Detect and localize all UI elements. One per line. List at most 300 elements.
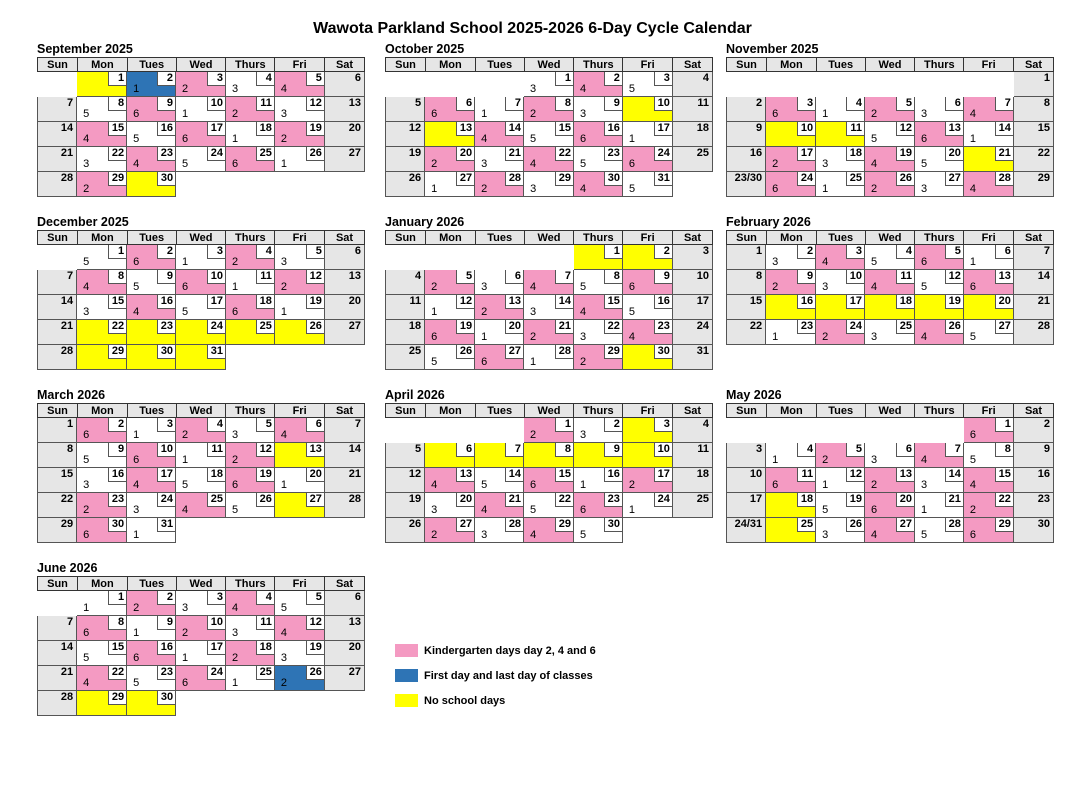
school-day-cell — [425, 345, 475, 370]
week-row — [726, 518, 1054, 543]
school-day-cell — [964, 493, 1014, 518]
date-number: 15 — [607, 295, 620, 307]
date-number: 28 — [508, 172, 522, 184]
school-day-cell — [623, 418, 673, 443]
school-day-cell — [964, 518, 1014, 543]
date-number: 19 — [309, 295, 322, 307]
school-day-cell — [574, 97, 623, 122]
week-row — [726, 245, 1054, 270]
school-day-cell — [226, 591, 275, 616]
school-day-cell — [524, 443, 574, 468]
school-day-cell — [524, 518, 574, 543]
date-box — [256, 493, 274, 507]
date-number: 22 — [111, 147, 125, 159]
month-block — [37, 214, 365, 370]
week-row — [726, 295, 1054, 320]
date-box — [157, 641, 175, 655]
cycle-day-number: 3 — [83, 479, 90, 491]
cycle-day-number: 5 — [628, 183, 636, 195]
school-day-cell — [226, 320, 275, 345]
cycle-day-number: 2 — [431, 158, 438, 170]
week-row — [385, 493, 713, 518]
date-number: 27 — [899, 518, 912, 530]
date-box — [456, 320, 474, 334]
school-day-cell — [766, 320, 816, 345]
date-box — [306, 97, 324, 111]
weekday-label: Mon — [767, 404, 817, 418]
date-box — [207, 97, 225, 111]
school-day-cell — [77, 443, 127, 468]
week-row — [726, 418, 1054, 443]
school-day-cell — [524, 320, 574, 345]
weekday-label: Tues — [817, 231, 866, 245]
empty-day-cell — [766, 72, 816, 97]
empty-day-cell — [623, 518, 673, 543]
week-row — [37, 270, 365, 295]
cycle-day-number: 2 — [969, 504, 977, 516]
week-row — [385, 122, 713, 147]
weekday-label: Mon — [78, 231, 128, 245]
date-number: 22 — [60, 493, 74, 505]
date-number: 5 — [855, 443, 863, 455]
date-number: 30 — [607, 518, 620, 530]
school-day-cell — [915, 295, 964, 320]
date-box — [456, 345, 474, 359]
school-day-cell — [176, 320, 226, 345]
week-row — [385, 468, 713, 493]
school-day-cell — [176, 418, 226, 443]
school-day-cell — [77, 147, 127, 172]
empty-day-cell — [176, 518, 226, 543]
weekend-day-cell — [1014, 295, 1054, 320]
cycle-day-number: 2 — [280, 677, 288, 689]
date-number: 24 — [210, 320, 223, 332]
date-number: 15 — [111, 122, 125, 134]
school-day-cell — [964, 295, 1014, 320]
date-number: 26 — [259, 493, 272, 505]
date-number: 13 — [309, 443, 322, 455]
date-box — [797, 172, 815, 186]
date-number: 23 — [607, 147, 620, 159]
weekday-label: Sun — [727, 58, 767, 72]
cycle-day-number: 2 — [182, 429, 189, 441]
school-day-cell — [77, 493, 127, 518]
weekday-label: Thurs — [574, 404, 623, 418]
date-box — [995, 518, 1013, 532]
date-box — [256, 97, 274, 111]
cycle-day-number: 1 — [280, 479, 288, 491]
date-box — [797, 245, 815, 259]
cycle-day-number: 3 — [182, 602, 189, 614]
cycle-day-number: 3 — [579, 429, 587, 441]
school-day-cell — [275, 418, 325, 443]
school-day-cell — [524, 295, 574, 320]
date-number: 5 — [465, 270, 473, 282]
weekend-day-cell — [385, 97, 425, 122]
school-day-cell — [77, 691, 127, 716]
date-number: 29 — [558, 172, 571, 184]
date-number: 9 — [663, 270, 670, 282]
date-number: 27 — [348, 666, 361, 678]
weekday-label: Fri — [275, 58, 325, 72]
date-box — [306, 641, 324, 655]
date-number: 3 — [806, 97, 814, 109]
date-number: 22 — [749, 320, 763, 332]
school-day-cell — [275, 468, 325, 493]
weekday-label: Thurs — [915, 231, 964, 245]
school-day-cell — [964, 97, 1014, 122]
weekend-day-cell — [1014, 72, 1054, 97]
legend-item — [395, 688, 695, 713]
school-day-cell — [127, 245, 176, 270]
school-day-cell — [475, 345, 524, 370]
date-box — [604, 518, 622, 532]
date-number: 6 — [954, 97, 961, 109]
date-box — [604, 295, 622, 309]
weekday-label: Thurs — [226, 577, 275, 591]
date-number: 19 — [259, 468, 272, 480]
empty-day-cell — [475, 72, 524, 97]
weekend-day-cell — [726, 245, 766, 270]
empty-day-cell — [385, 245, 425, 270]
date-box — [555, 97, 573, 111]
weekend-day-cell — [37, 641, 77, 666]
date-box — [207, 345, 225, 359]
weekend-day-cell — [37, 172, 77, 197]
date-box — [654, 245, 672, 259]
date-box — [896, 147, 914, 161]
date-number: 16 — [160, 295, 174, 307]
school-day-cell — [275, 72, 325, 97]
school-day-cell — [915, 245, 964, 270]
weekday-label: Fri — [623, 404, 673, 418]
date-box — [157, 245, 175, 259]
weekday-label: Wed — [525, 404, 575, 418]
weekend-day-cell — [37, 418, 77, 443]
date-number: 25 — [259, 320, 272, 332]
cycle-day-number: 5 — [969, 454, 977, 466]
weekend-day-cell — [726, 172, 766, 197]
school-day-cell — [425, 320, 475, 345]
weekend-day-cell — [37, 666, 77, 691]
weekday-label: Tues — [128, 231, 177, 245]
date-number: 3 — [855, 245, 863, 257]
cycle-day-number: 4 — [182, 504, 189, 516]
cycle-day-number: 5 — [579, 158, 587, 170]
date-number: 8 — [564, 443, 571, 455]
cycle-day-number: 5 — [83, 454, 90, 466]
school-day-cell — [475, 147, 524, 172]
school-day-cell — [176, 443, 226, 468]
school-day-cell — [176, 295, 226, 320]
school-day-cell — [77, 122, 127, 147]
weekend-day-cell — [673, 97, 713, 122]
date-number: 11 — [260, 616, 272, 628]
month-block — [37, 41, 365, 197]
school-day-cell — [77, 666, 127, 691]
school-day-cell — [623, 443, 673, 468]
weekday-label: Sat — [1014, 404, 1054, 418]
cycle-day-number: 6 — [133, 652, 140, 664]
date-box — [654, 72, 672, 86]
weekday-label: Fri — [275, 404, 325, 418]
date-number: 31 — [160, 518, 174, 530]
school-day-cell — [766, 443, 816, 468]
school-day-cell — [865, 147, 915, 172]
school-day-cell — [865, 122, 915, 147]
date-box — [604, 122, 622, 136]
school-day-cell — [77, 245, 127, 270]
weekday-label: Thurs — [226, 231, 275, 245]
weekend-day-cell — [1014, 418, 1054, 443]
weekday-label: Sat — [673, 58, 713, 72]
school-day-cell — [127, 295, 176, 320]
school-day-cell — [226, 270, 275, 295]
date-number: 2 — [613, 418, 620, 430]
cycle-day-number: 3 — [871, 331, 878, 343]
date-number: 26 — [849, 518, 863, 530]
date-box — [654, 468, 672, 482]
school-day-cell — [226, 616, 275, 641]
school-day-cell — [574, 295, 623, 320]
month-name: April 2026 — [385, 388, 445, 402]
week-row — [37, 295, 365, 320]
date-number: 14 — [508, 468, 522, 480]
date-number: 20 — [459, 493, 473, 505]
cycle-day-number: 6 — [133, 108, 140, 120]
date-number: 13 — [459, 122, 473, 134]
school-day-cell — [574, 72, 623, 97]
cycle-day-number: 6 — [530, 479, 537, 491]
date-number: 3 — [663, 72, 670, 84]
date-box — [896, 97, 914, 111]
cycle-day-number: 2 — [182, 627, 189, 639]
cycle-day-number: 4 — [969, 183, 977, 195]
date-number: 18 — [849, 147, 863, 159]
weekend-day-cell — [325, 666, 365, 691]
weekend-day-cell — [673, 270, 713, 295]
date-number: 17 — [657, 122, 670, 134]
cycle-day-number: 1 — [920, 504, 928, 516]
date-number: 16 — [607, 468, 620, 480]
empty-day-cell — [475, 418, 524, 443]
date-box — [108, 641, 126, 655]
empty-day-cell — [915, 72, 964, 97]
date-box — [654, 270, 672, 284]
weekday-label: Wed — [177, 58, 227, 72]
date-box — [505, 443, 523, 457]
cycle-day-number: 6 — [920, 133, 928, 145]
week-row — [726, 443, 1054, 468]
weekend-day-cell — [325, 616, 365, 641]
school-day-cell — [176, 122, 226, 147]
empty-day-cell — [325, 518, 365, 543]
empty-day-cell — [275, 172, 325, 197]
cycle-day-number: 2 — [530, 429, 537, 441]
date-number: 21 — [1037, 295, 1050, 307]
date-box — [207, 122, 225, 136]
date-box — [995, 122, 1013, 136]
school-day-cell — [865, 443, 915, 468]
date-number: 1 — [756, 245, 763, 257]
school-day-cell — [524, 418, 574, 443]
date-number: 25 — [849, 172, 863, 184]
cycle-day-number: 5 — [580, 529, 587, 541]
date-box — [995, 245, 1013, 259]
date-number: 16 — [160, 641, 174, 653]
date-box — [555, 295, 573, 309]
date-number: 9 — [166, 616, 174, 628]
school-day-cell — [915, 147, 964, 172]
weekend-day-cell — [325, 97, 365, 122]
date-box — [604, 493, 622, 507]
month-name: June 2026 — [37, 561, 98, 575]
weekend-day-cell — [1014, 97, 1054, 122]
school-day-cell — [176, 666, 226, 691]
empty-day-cell — [816, 72, 865, 97]
date-number: 17 — [160, 468, 174, 480]
date-box — [604, 97, 622, 111]
date-number: 15 — [111, 295, 125, 307]
school-day-cell — [176, 97, 226, 122]
legend — [395, 638, 695, 713]
date-number: 2 — [166, 72, 174, 84]
week-row — [37, 616, 365, 641]
weekend-day-cell — [673, 443, 713, 468]
weekday-label: Mon — [767, 58, 817, 72]
cycle-day-number: 3 — [920, 479, 928, 491]
date-number: 14 — [948, 468, 961, 480]
empty-day-cell — [865, 72, 915, 97]
empty-day-cell — [766, 418, 816, 443]
date-number: 23 — [657, 320, 670, 332]
date-number: 27 — [348, 320, 361, 332]
date-number: 12 — [408, 468, 422, 480]
date-number: 24 — [657, 493, 670, 505]
cycle-day-number: 5 — [431, 356, 438, 368]
empty-day-cell — [385, 418, 425, 443]
weekend-day-cell — [673, 72, 713, 97]
date-number: 2 — [1043, 418, 1050, 430]
cycle-day-number: 6 — [772, 108, 779, 120]
date-number: 7 — [67, 616, 74, 628]
date-number: 5 — [954, 245, 961, 257]
date-number: 8 — [613, 270, 620, 282]
weekday-header — [385, 403, 713, 418]
date-number: 1 — [117, 591, 125, 603]
date-box — [846, 295, 864, 309]
date-box — [306, 468, 324, 482]
date-number: 27 — [998, 320, 1011, 332]
weekend-day-cell — [385, 443, 425, 468]
month-name: November 2025 — [726, 42, 819, 56]
date-box — [256, 147, 274, 161]
weekday-label: Fri — [275, 577, 325, 591]
date-number: 6 — [354, 72, 361, 84]
empty-day-cell — [275, 691, 325, 716]
weekday-label: Tues — [128, 404, 177, 418]
cycle-day-number: 1 — [481, 108, 488, 120]
cycle-day-number: 4 — [481, 504, 488, 516]
weekend-day-cell — [673, 418, 713, 443]
weekday-label: Fri — [964, 404, 1014, 418]
date-number: 23 — [1037, 493, 1050, 505]
date-number: 27 — [459, 518, 473, 530]
date-number: 14 — [558, 295, 571, 307]
date-box — [797, 493, 815, 507]
weekend-day-cell — [37, 691, 77, 716]
school-day-cell — [964, 320, 1014, 345]
school-day-cell — [964, 245, 1014, 270]
cycle-day-number: 2 — [83, 183, 90, 195]
cycle-day-number: 5 — [530, 504, 537, 516]
date-box — [555, 518, 573, 532]
cycle-day-number: 3 — [772, 256, 779, 268]
date-number: 20 — [348, 295, 361, 307]
cycle-day-number: 1 — [182, 108, 189, 120]
date-number: 5 — [265, 418, 272, 430]
school-day-cell — [127, 591, 176, 616]
date-number: 17 — [210, 295, 223, 307]
cycle-day-number: 5 — [133, 677, 140, 689]
date-box — [654, 295, 672, 309]
date-number: 11 — [409, 295, 422, 307]
date-number: 30 — [607, 172, 620, 184]
week-row — [37, 172, 365, 197]
weekend-day-cell — [37, 493, 77, 518]
date-box — [256, 641, 274, 655]
cycle-day-number: 6 — [83, 627, 90, 639]
date-box — [306, 147, 324, 161]
week-row — [37, 468, 365, 493]
school-day-cell — [865, 97, 915, 122]
school-day-cell — [425, 122, 475, 147]
school-day-cell — [623, 345, 673, 370]
date-number: 9 — [117, 443, 125, 455]
date-number: 4 — [855, 97, 863, 109]
school-day-cell — [176, 468, 226, 493]
weekday-label: Wed — [525, 231, 575, 245]
school-day-cell — [275, 616, 325, 641]
weekend-day-cell — [726, 122, 766, 147]
date-box — [505, 320, 523, 334]
cycle-day-number: 4 — [83, 281, 90, 293]
school-day-cell — [766, 270, 816, 295]
weekday-label: Sun — [38, 577, 78, 591]
date-number: 18 — [800, 493, 814, 505]
weekday-label: Sun — [38, 231, 78, 245]
cycle-day-number: 5 — [182, 479, 189, 491]
school-day-cell — [865, 172, 915, 197]
cycle-day-number: 2 — [822, 331, 829, 343]
date-number: 15 — [60, 468, 74, 480]
date-number: 30 — [1037, 518, 1050, 530]
weekend-day-cell — [673, 245, 713, 270]
date-number: 24 — [160, 493, 174, 505]
school-day-cell — [574, 172, 623, 197]
date-box — [797, 443, 815, 457]
date-number: 4 — [702, 72, 709, 84]
date-box — [207, 418, 225, 432]
school-day-cell — [865, 295, 915, 320]
date-number: 30 — [657, 345, 670, 357]
cycle-day-number: 6 — [579, 133, 587, 145]
date-number: 18 — [696, 122, 709, 134]
date-number: 25 — [800, 518, 814, 530]
month-name: October 2025 — [385, 42, 465, 56]
date-number: 12 — [309, 616, 322, 628]
month-block — [385, 387, 713, 543]
